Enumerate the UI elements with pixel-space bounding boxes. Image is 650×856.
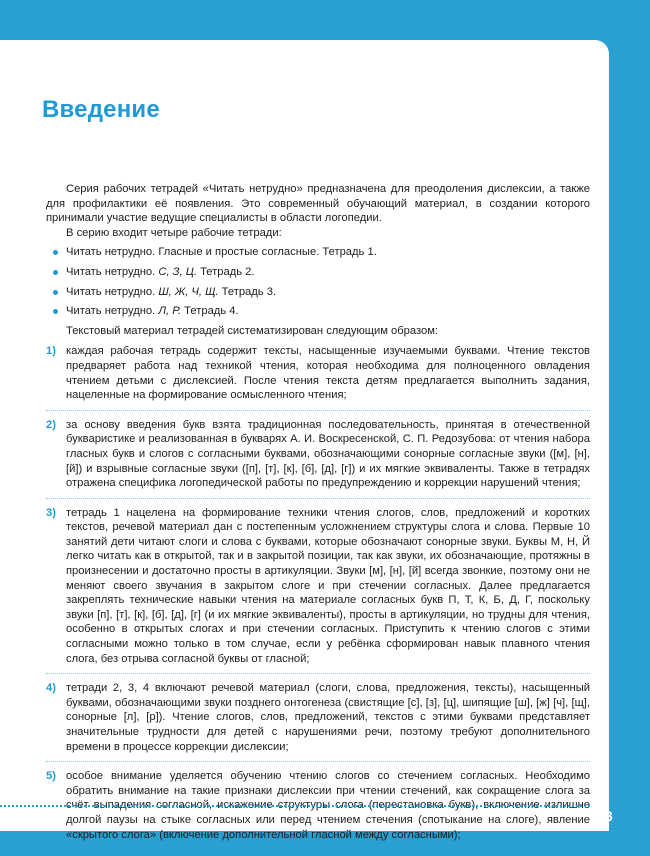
workbook-list (46, 245, 590, 318)
point-number: 2) (46, 418, 56, 431)
list-item: Читать нетрудно. С, З, Ц. Тетрадь 2. (46, 265, 590, 280)
point-text: за основу введения букв взята традиционная последовательность, принятая в отечественной букваристике и реализованная в букварях А. И. Воскресенской, С. П. Редозубова: от чтения набора гласных букв и слогов с согласными буквами, обозначающими сонорные согласные звуки ([м], [н], [й]) и взрывные согласные звуки ([п], [т], [к], [б], [д], [г]) и их мягкие эквиваленты. Также в тетрадях отражена специфика логопедической работы по предупреждению и коррекции нарушений чтения; (66, 418, 590, 490)
list-item (46, 681, 590, 762)
point-text: тетрадь 1 нацелена на формирование техники чтения слогов, слов, предложений и коротких текстов, речевой материал дан с постепенным усложнением структуры слога и слова. Первые 10 занятий дети читают слоги и слова с буквами, которые обозначают сонорные звуки. Буквы М, Н, Й легко читать как в открытой, так и в закрытой позиции, так как звуки, их обозначающие, протяжны в произнесении и достаточно просты в артикуляции. Звуки [м], [н], [й] всегда звонкие, поэтому они не меняют своего звучания в закрытом слоге и при стечении согласных. Далее предлагается закреплять технические навыки чтения на материале согласных букв П, Т, К, Б, Д, Г, поскольку звуки [п], [т], [к], [б], [д], [г] (и их мягкие эквиваленты), просты в артикуляции, но трудны для чтения, особенно в открытых слогах и при стечении согласных. Приступить к чтению слогов с этими согласными можно только в том случае, если у ребёнка сформирован навык плавного чтения слога, без отрыва согласной буквы от гласной; (66, 506, 590, 665)
list-item (46, 769, 590, 849)
point-number: 3) (46, 506, 56, 519)
numbered-points (46, 344, 590, 849)
list-item (46, 506, 590, 675)
list-item (46, 418, 590, 499)
point-number: 5) (46, 770, 56, 783)
point-number: 1) (46, 345, 56, 358)
page-title: Введение (42, 96, 160, 123)
point-text: особое внимание уделяется обучению чтению слогов со стечением согласных. Необходимо обратить внимание на такие признаки дислексии при чтении стечений, как сокращение слога за счёт выпадения согласной, искажение структуры слога (перестановка букв), включение излишне долгой паузы на стыке согласных или перед чтением стечения (спотыкание на слоге), явление «скрытого слога» (включение дополнительной гласной между согласными); (66, 770, 590, 841)
list-item: Читать нетрудно. Ш, Ж, Ч, Щ. Тетрадь 3. (46, 285, 590, 300)
bullet-icon (53, 309, 58, 314)
page-sheet (0, 40, 609, 841)
page-number: 3 (605, 808, 613, 824)
bullet-icon (53, 290, 58, 295)
bullet-icon (53, 270, 58, 275)
list-item: Читать нетрудно. Гласные и простые согласные. Тетрадь 1. (46, 245, 590, 260)
list-item (46, 344, 590, 410)
page-content (46, 182, 590, 856)
series-intro: В серию входит четыре рабочие тетради: (66, 226, 282, 239)
list-item: Читать нетрудно. Л, Р. Тетрадь 4. (46, 304, 590, 319)
system-intro: Текстовый материал тетрадей систематизирован следующим образом: (66, 324, 439, 337)
point-text: тетради 2, 3, 4 включают речевой материал (слоги, слова, предложения, тексты), насыщенный буквами, обозначающими звуки позднего онтогенеза (свистящие [с], [з], [ц], шипящие [ш], [ж] [ч], [щ], сонорные [л], [р]). Чтение слогов, слов, предложений, текстов с этими буквами представляет значительные трудности для детей с нарушениями речи, поэтому требуют дополнительного времени в процессе коррекции дислексии; (66, 682, 590, 753)
point-number: 4) (46, 682, 56, 695)
point-text: каждая рабочая тетрадь содержит тексты, насыщенные изучаемыми буквами. Чтение текстов предваряет работа над техникой чтения, которая необходима для полноценного овладения чтением детьми с дислексией. После чтения текста детям предлагается выполнить задания, нацеленные на формирование осмысленного чтения; (66, 345, 590, 402)
dotted-divider (0, 805, 590, 809)
intro-paragraph: Серия рабочих тетрадей «Читать нетрудно» предназначена для преодоления дислексии, а также для профилактики её появления. Это современный обучающий материал, в создании которого принимали участие ведущие специалисты в области логопедии. (46, 183, 590, 225)
bullet-icon (53, 250, 58, 255)
